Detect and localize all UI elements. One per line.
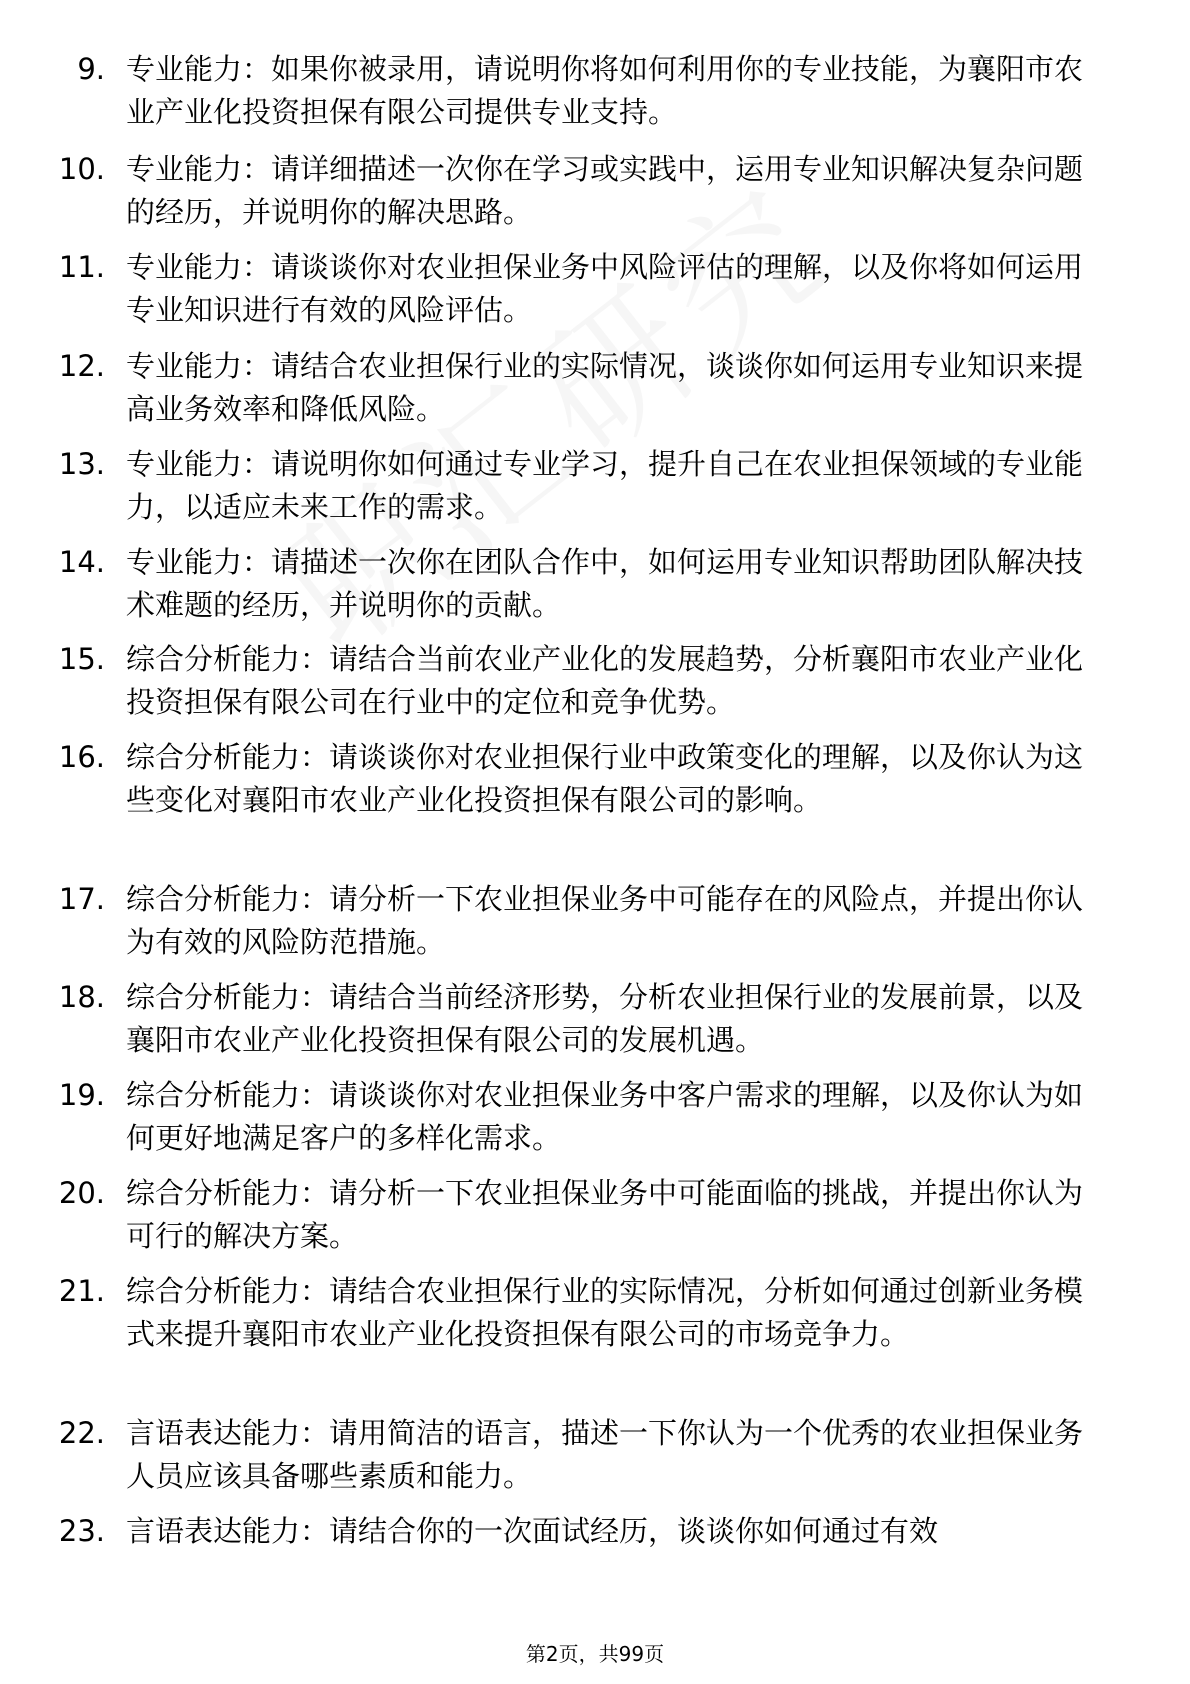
item-number: 14.: [58, 545, 105, 579]
item-text: 综合分析能力：请结合当前经济形势，分析农业担保行业的发展前景，以及襄阳市农业产业化投资担保有限公司的发展机遇。: [126, 980, 1084, 1057]
item-number: 12.: [58, 349, 105, 383]
item-text: 综合分析能力：请谈谈你对农业担保业务中客户需求的理解，以及你认为如何更好地满足客户的多样化需求。: [126, 1078, 1084, 1155]
item-number: 18.: [58, 980, 105, 1014]
item-text: 综合分析能力：请谈谈你对农业担保行业中政策变化的理解，以及你认为这些变化对襄阳市农业产业化投资担保有限公司的影响。: [126, 740, 1084, 817]
item-text: 专业能力：请谈谈你对农业担保业务中风险评估的理解，以及你将如何运用专业知识进行有效的风险评估。: [126, 250, 1084, 327]
item-number: 13.: [58, 447, 105, 481]
page-footer: 第2页，共99页: [525, 1642, 665, 1666]
item-text: 言语表达能力：请结合你的一次面试经历，谈谈你如何通过有效: [126, 1514, 939, 1548]
item-number: 22.: [58, 1416, 105, 1450]
item-number: 9.: [77, 52, 105, 86]
item-number: 21.: [58, 1274, 105, 1308]
item-number: 20.: [58, 1176, 105, 1210]
item-text: 专业能力：如果你被录用，请说明你将如何利用你的专业技能，为襄阳市农业产业化投资担保有限公司提供专业支持。: [126, 52, 1084, 129]
item-number: 10.: [58, 152, 105, 186]
item-text: 专业能力：请描述一次你在团队合作中，如何运用专业知识帮助团队解决技术难题的经历，并说明你的贡献。: [126, 545, 1084, 622]
item-text: 专业能力：请结合农业担保行业的实际情况，谈谈你如何运用专业知识来提高业务效率和降低风险。: [126, 349, 1084, 426]
item-number: 15.: [58, 642, 105, 676]
item-text: 综合分析能力：请分析一下农业担保业务中可能面临的挑战，并提出你认为可行的解决方案。: [126, 1176, 1084, 1253]
item-text: 专业能力：请说明你如何通过专业学习，提升自己在农业担保领域的专业能力，以适应未来工作的需求。: [126, 447, 1084, 524]
item-number: 19.: [58, 1078, 105, 1112]
item-text: 综合分析能力：请结合农业担保行业的实际情况，分析如何通过创新业务模式来提升襄阳市农业产业化投资担保有限公司的市场竞争力。: [126, 1274, 1084, 1351]
item-number: 17.: [58, 882, 105, 916]
item-text: 专业能力：请详细描述一次你在学习或实践中，运用专业知识解决复杂问题的经历，并说明你的解决思路。: [126, 152, 1084, 229]
item-text: 言语表达能力：请用简洁的语言，描述一下你认为一个优秀的农业担保业务人员应该具备哪些素质和能力。: [126, 1416, 1084, 1493]
item-number: 16.: [58, 740, 105, 774]
item-number: 23.: [58, 1514, 105, 1548]
item-number: 11.: [58, 250, 105, 284]
item-text: 综合分析能力：请分析一下农业担保业务中可能存在的风险点，并提出你认为有效的风险防范措施。: [126, 882, 1084, 959]
item-text: 综合分析能力：请结合当前农业产业化的发展趋势，分析襄阳市农业产业化投资担保有限公司在行业中的定位和竞争优势。: [126, 642, 1084, 719]
